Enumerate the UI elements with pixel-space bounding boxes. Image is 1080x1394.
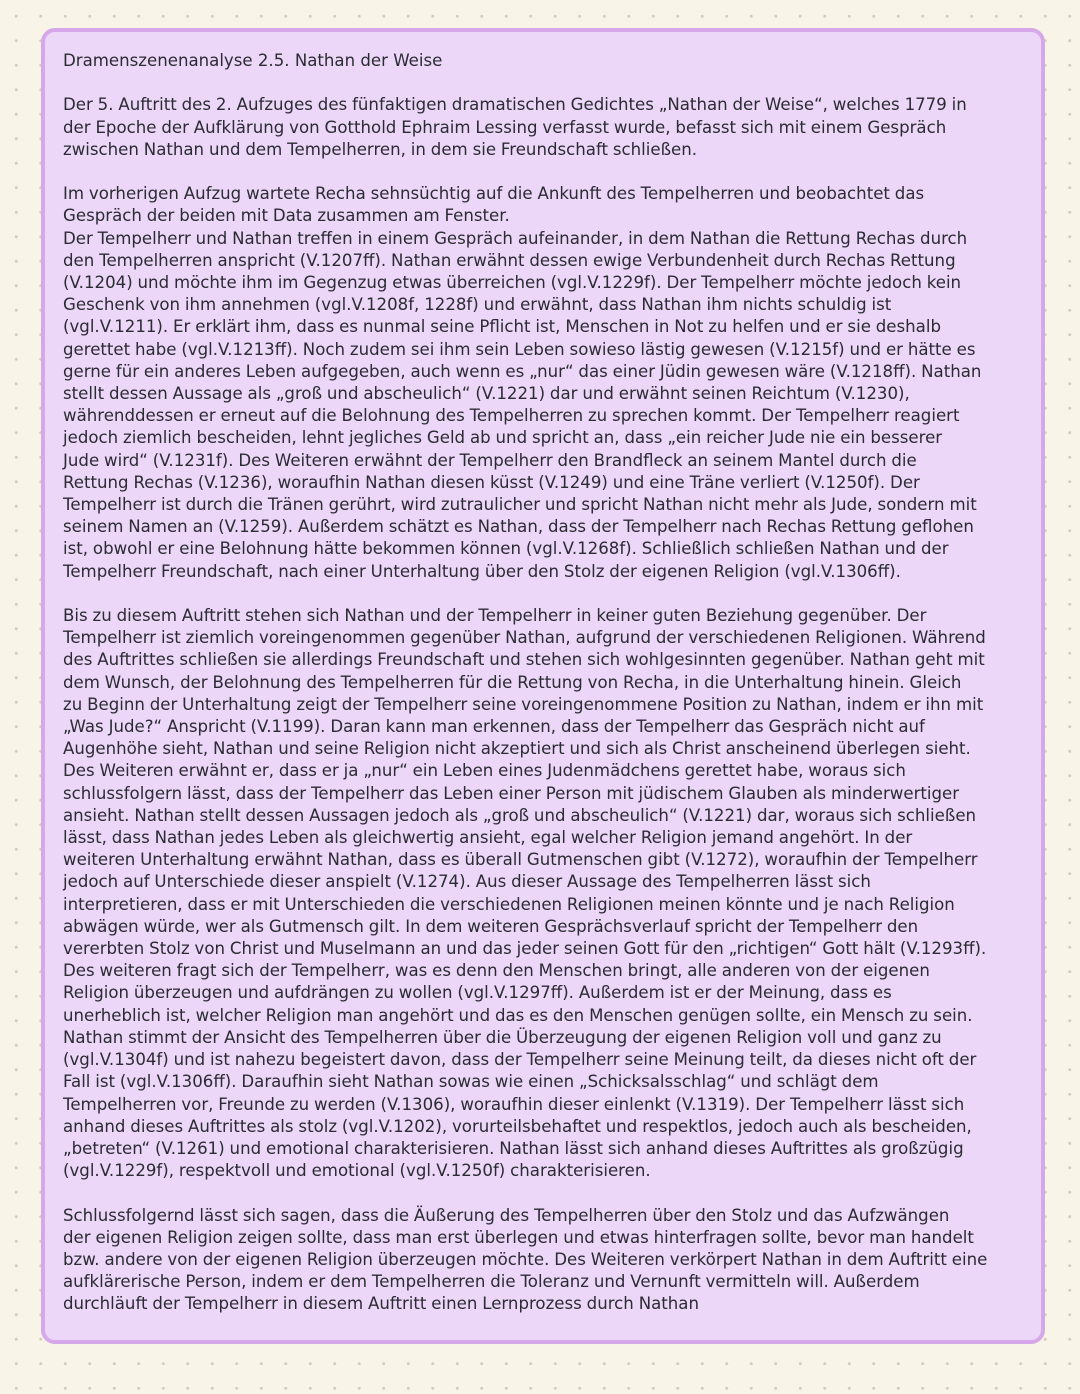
paragraph-conclusion: Schlussfolgernd lässt sich sagen, dass die Äußerung des Tempelherren über den Stolz und das Aufzwängen der eigenen Religion zeigen sollte, dass man erst überlegen und etwas hinterfragen sollte, bevor man handelt bzw. andere von der eigenen Religion überzeugen möchte. Des Weiteren verkörpert Nathan in dem Auftritt eine aufklärerische Person, indem er dem Tempelherren die Toleranz und Vernunft vermitteln will. Außerdem durchläuft der Tempelherr in diesem Auftritt einen Lernprozess durch Nathan — [63, 1205, 988, 1314]
document-card — [41, 28, 1045, 1344]
document-title: Dramenszenenanalyse 2.5. Nathan der Weise — [63, 51, 443, 70]
paragraph-introduction: Der 5. Auftritt des 2. Aufzuges des fünfaktigen dramatischen Gedichtes „Nathan der Weise“, welches 1779 in der Epoche der Aufklärung von Gotthold Ephraim Lessing verfasst wurde, befasst sich mit einem Gespräch zwischen Nathan und dem Tempelherren, in dem sie Freundschaft schließen. — [63, 95, 967, 159]
paragraph-summary: Im vorherigen Aufzug wartete Recha sehnsüchtig auf die Ankunft des Tempelherren und beobachtet das Gespräch der beiden mit Data zusammen am Fenster. Der Tempelherr und Nathan treffen in einem Gespräch aufeinander, in dem Nathan die Rettung Rechas durch den Tempelherren anspricht (V.1207ff). Nathan erwähnt dessen ewige Verbundenheit durch Rechas Rettung (V.1204) und möchte ihm im Gegenzug etwas überreichen (vgl.V.1229f). Der Tempelherr möchte jedoch kein Geschenk von ihm annehmen (vgl.V.1208f, 1228f) und erwähnt, dass Nathan ihm nichts schuldig ist (vgl.V.1211). Er erklärt ihm, dass es nunmal seine Pflicht ist, Menschen in Not zu helfen und er sie deshalb gerettet habe (vgl.V.1213ff). Noch zudem sei ihm sein Leben sowieso lästig gewesen (V.1215f) und er hätte es gerne für ein anderes Leben aufgegeben, auch wenn es „nur“ das einer Jüdin gewesen wäre (V.1218ff). Nathan stellt dessen Aussage als „groß und abscheulich“ (V.1221) dar und erwähnt seinen Reichtum (V.1230), währenddessen er erneut auf die Belohnung des Tempelherren zu sprechen kommt. Der Tempelherr reagiert jedoch ziemlich bescheiden, lehnt jegliches Geld ab und spricht an, dass „ein reicher Jude nie ein besserer Jude wird“ (V.1231f). Des Weiteren erwähnt der Tempelherr den Brandfleck an seinem Mantel durch die Rettung Rechas (V.1236), woraufhin Nathan diesen küsst (V.1249) und eine Träne verliert (V.1250f). Der Tempelherr ist durch die Tränen gerührt, wird zutraulicher und spricht Nathan nicht mehr als Jude, sondern mit seinem Namen an (V.1259). Außerdem schätzt es Nathan, dass der Tempelherr nach Rechas Rettung geflohen ist, obwohl er eine Belohnung hätte bekommen können (vgl.V.1268f). Schließlich schließen Nathan und der Tempelherr Freundschaft, nach einer Unterhaltung über den Stolz der eigenen Religion (vgl.V.1306ff). — [63, 184, 982, 581]
paragraph-analysis: Bis zu diesem Auftritt stehen sich Nathan und der Tempelherr in keiner guten Beziehung gegenüber. Der Tempelherr ist ziemlich voreingenommen gegenüber Nathan, aufgrund der verschiedenen Religionen. Während des Auftrittes schließen sie allerdings Freundschaft und stehen sich wohlgesinnten gegenüber. Nathan geht mit dem Wunsch, der Belohnung des Tempelherren für die Rettung von Recha, in die Unterhaltung hinein. Gleich zu Beginn der Unterhaltung zeigt der Tempelherr seine voreingenommene Position zu Nathan, indem er ihn mit „Was Jude?“ Anspricht (V.1199). Daran kann man erkennen, dass der Tempelherr das Gespräch nicht auf Augenhöhe sieht, Nathan und seine Religion nicht akzeptiert und sich als Christ anscheinend überlegen sieht. Des Weiteren erwähnt er, dass er ja „nur“ ein Leben eines Judenmädchens gerettet habe, woraus sich schlussfolgern lässt, dass der Tempelherr das Leben einer Person mit jüdischem Glauben als minderwertiger ansieht. Nathan stellt dessen Aussagen jedoch als „groß und abscheulich“ (V.1221) dar, woraus sich schließen lässt, dass Nathan jedes Leben als gleichwertig ansieht, egal welcher Religion jemand angehört. In der weiteren Unterhaltung erwähnt Nathan, dass es überall Gutmenschen gibt (V.1272), woraufhin der Tempelherr jedoch auf Unterschiede dieser anspielt (V.1274). Aus dieser Aussage des Tempelherren lässt sich interpretieren, dass er mit Unterschieden die verschiedenen Religionen meinen könnte und je nach Religion abwägen würde, wer als Gutmensch gilt. In dem weiteren Gesprächsverlauf spricht der Tempelherr den vererbten Stolz von Christ und Muselmann an und das jeder seinen Gott für den „richtigen“ Gott hält (V.1293ff). Des weiteren fragt sich der Tempelherr, was es denn den Menschen bringt, alle anderen von der eigenen Religion überzeugen und aufdrängen zu wollen (vgl.V.1297ff). Außerdem ist er der Meinung, dass es unerheblich ist, welcher Religion man angehört und das es den Menschen genügen sollte, ein Mensch zu sein. Nathan stimmt der Ansicht des Tempelherren über die Überzeugung der eigenen Religion voll und ganz zu (vgl.V.1304f) und ist nahezu begeistert davon, dass der Tempelherr seine Meinung teilt, da dieses nicht oft der Fall ist (vgl.V.1306ff). Daraufhin sieht Nathan sowas wie einen „Schicksalsschlag“ und schlägt dem Tempelherren vor, Freunde zu werden (V.1306), woraufhin dieser einlenkt (V.1319). Der Tempelherr lässt sich anhand dieses Auftrittes als stolz (vgl.V.1202), vorurteilsbehaftet und respektlos, jedoch auch als bescheiden, „betreten“ (V.1261) und emotional charakterisieren. Nathan lässt sich anhand dieses Auftrittes als großzügig (vgl.V.1229f), respektvoll und emotional (vgl.V.1250f) charakterisieren. — [63, 606, 987, 1181]
